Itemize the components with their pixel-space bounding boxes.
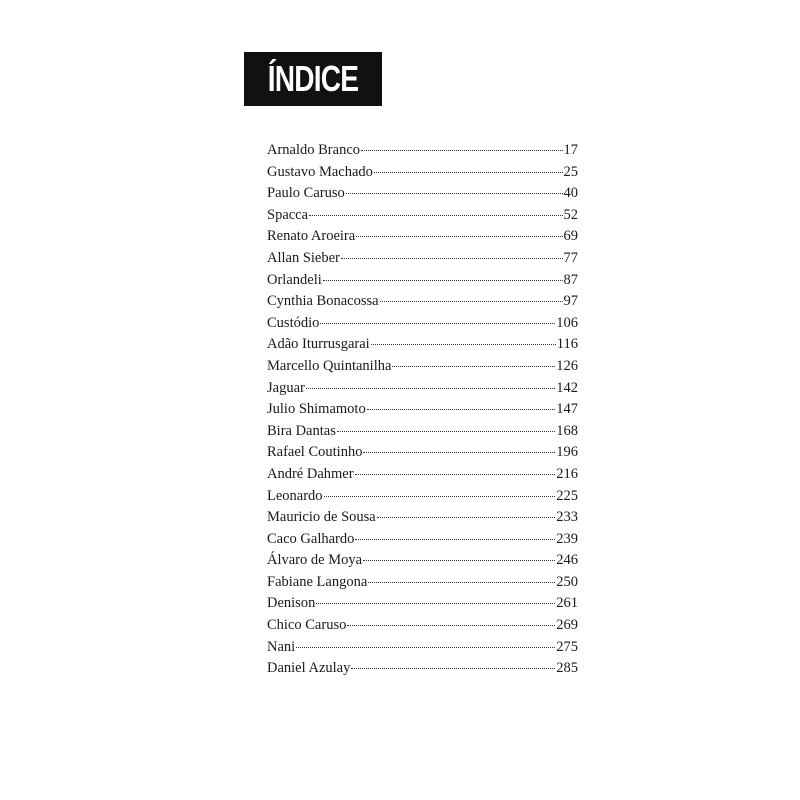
dot-leader [347, 625, 555, 626]
toc-entry-name: Álvaro de Moya [267, 552, 363, 569]
dot-leader [320, 323, 555, 324]
toc-entry [267, 272, 578, 294]
toc-entry-page-number: 40 [563, 185, 578, 202]
toc-entry-name: Daniel Azulay [267, 660, 351, 677]
toc-entry-page-number: 239 [556, 530, 578, 547]
toc-entry [267, 380, 578, 402]
toc-entry [267, 509, 578, 531]
toc-entry-name: Paulo Caruso [267, 185, 345, 202]
dot-leader [392, 366, 555, 367]
toc-entry-name: Fabiane Langona [267, 573, 368, 590]
toc-entry-page-number: 261 [556, 595, 578, 612]
dot-leader [374, 172, 563, 173]
toc-entry-page-number: 77 [563, 249, 578, 266]
dot-leader [337, 431, 555, 432]
toc-entry [267, 250, 578, 272]
toc-entry-page-number: 87 [563, 271, 578, 288]
toc-entry-name: Allan Sieber [267, 249, 340, 266]
toc-entry-page-number: 106 [556, 314, 578, 331]
toc-entry-name: Adão Iturrusgarai [267, 336, 370, 353]
dot-leader [377, 517, 556, 518]
toc-entry [267, 574, 578, 596]
toc-entry-page-number: 126 [556, 357, 578, 374]
dot-leader [309, 215, 562, 216]
toc-entry [267, 358, 578, 380]
toc-entry [267, 315, 578, 337]
toc-entry [267, 488, 578, 510]
toc-entry-name: Mauricio de Sousa [267, 509, 376, 526]
toc-entry-page-number: 250 [556, 573, 578, 590]
toc-entry-name: Chico Caruso [267, 617, 347, 634]
toc-entry-name: Marcello Quintanilha [267, 357, 392, 374]
dot-leader [355, 539, 555, 540]
toc-entry-name: Caco Galhardo [267, 530, 355, 547]
toc-entry-name: Leonardo [267, 487, 323, 504]
toc-entry [267, 531, 578, 553]
toc-entry [267, 595, 578, 617]
toc-entry-name: Orlandeli [267, 271, 322, 288]
dot-leader [296, 647, 555, 648]
table-of-contents [267, 142, 578, 682]
dot-leader [371, 344, 556, 345]
toc-entry [267, 617, 578, 639]
dot-leader [341, 258, 563, 259]
toc-entry-page-number: 97 [563, 293, 578, 310]
toc-entry [267, 660, 578, 682]
toc-entry-page-number: 275 [556, 638, 578, 655]
page-title: ÍNDICE [267, 58, 359, 99]
toc-entry-page-number: 17 [563, 142, 578, 158]
dot-leader [306, 388, 555, 389]
toc-entry-name: Cynthia Bonacossa [267, 293, 379, 310]
toc-entry-name: Gustavo Machado [267, 163, 373, 180]
toc-entry-page-number: 116 [556, 336, 578, 353]
toc-entry-page-number: 168 [556, 422, 578, 439]
dot-leader [324, 496, 556, 497]
toc-entry-name: Spacca [267, 206, 309, 223]
toc-entry-name: Jaguar [267, 379, 305, 396]
dot-leader [351, 668, 555, 669]
toc-entry-page-number: 25 [563, 163, 578, 180]
toc-entry-page-number: 196 [556, 444, 578, 461]
toc-entry-page-number: 69 [563, 228, 578, 245]
toc-entry [267, 207, 578, 229]
toc-entry-page-number: 246 [556, 552, 578, 569]
dot-leader [316, 603, 555, 604]
dot-leader [367, 409, 556, 410]
toc-entry-name: Julio Shimamoto [267, 401, 366, 418]
toc-entry-page-number: 225 [556, 487, 578, 504]
dot-leader [355, 474, 556, 475]
toc-entry-name: Rafael Coutinho [267, 444, 363, 461]
title-banner [244, 52, 382, 106]
toc-entry [267, 142, 578, 164]
dot-leader [363, 560, 555, 561]
toc-entry [267, 401, 578, 423]
dot-leader [380, 301, 563, 302]
toc-entry [267, 466, 578, 488]
toc-entry [267, 423, 578, 445]
toc-entry-page-number: 52 [563, 206, 578, 223]
toc-entry-page-number: 233 [556, 509, 578, 526]
toc-entry-page-number: 142 [556, 379, 578, 396]
dot-leader [323, 280, 563, 281]
dot-leader [363, 452, 555, 453]
toc-entry [267, 444, 578, 466]
toc-entry [267, 293, 578, 315]
toc-entry-name: Denison [267, 595, 316, 612]
toc-entry [267, 185, 578, 207]
toc-entry-page-number: 147 [556, 401, 578, 418]
toc-entry-name: Renato Aroeira [267, 228, 356, 245]
toc-entry [267, 228, 578, 250]
toc-entry [267, 164, 578, 186]
toc-entry-name: Custódio [267, 314, 320, 331]
toc-entry-page-number: 269 [556, 617, 578, 634]
dot-leader [368, 582, 555, 583]
toc-entry [267, 336, 578, 358]
toc-entry-page-number: 216 [556, 465, 578, 482]
toc-entry [267, 639, 578, 661]
toc-entry-name: Nani [267, 638, 296, 655]
dot-leader [356, 236, 562, 237]
dot-leader [346, 193, 563, 194]
dot-leader [361, 150, 562, 151]
toc-entry-name: Arnaldo Branco [267, 142, 361, 158]
toc-entry-page-number: 285 [556, 660, 578, 677]
toc-entry [267, 552, 578, 574]
toc-entry-name: Bira Dantas [267, 422, 336, 439]
toc-entry-name: André Dahmer [267, 465, 354, 482]
